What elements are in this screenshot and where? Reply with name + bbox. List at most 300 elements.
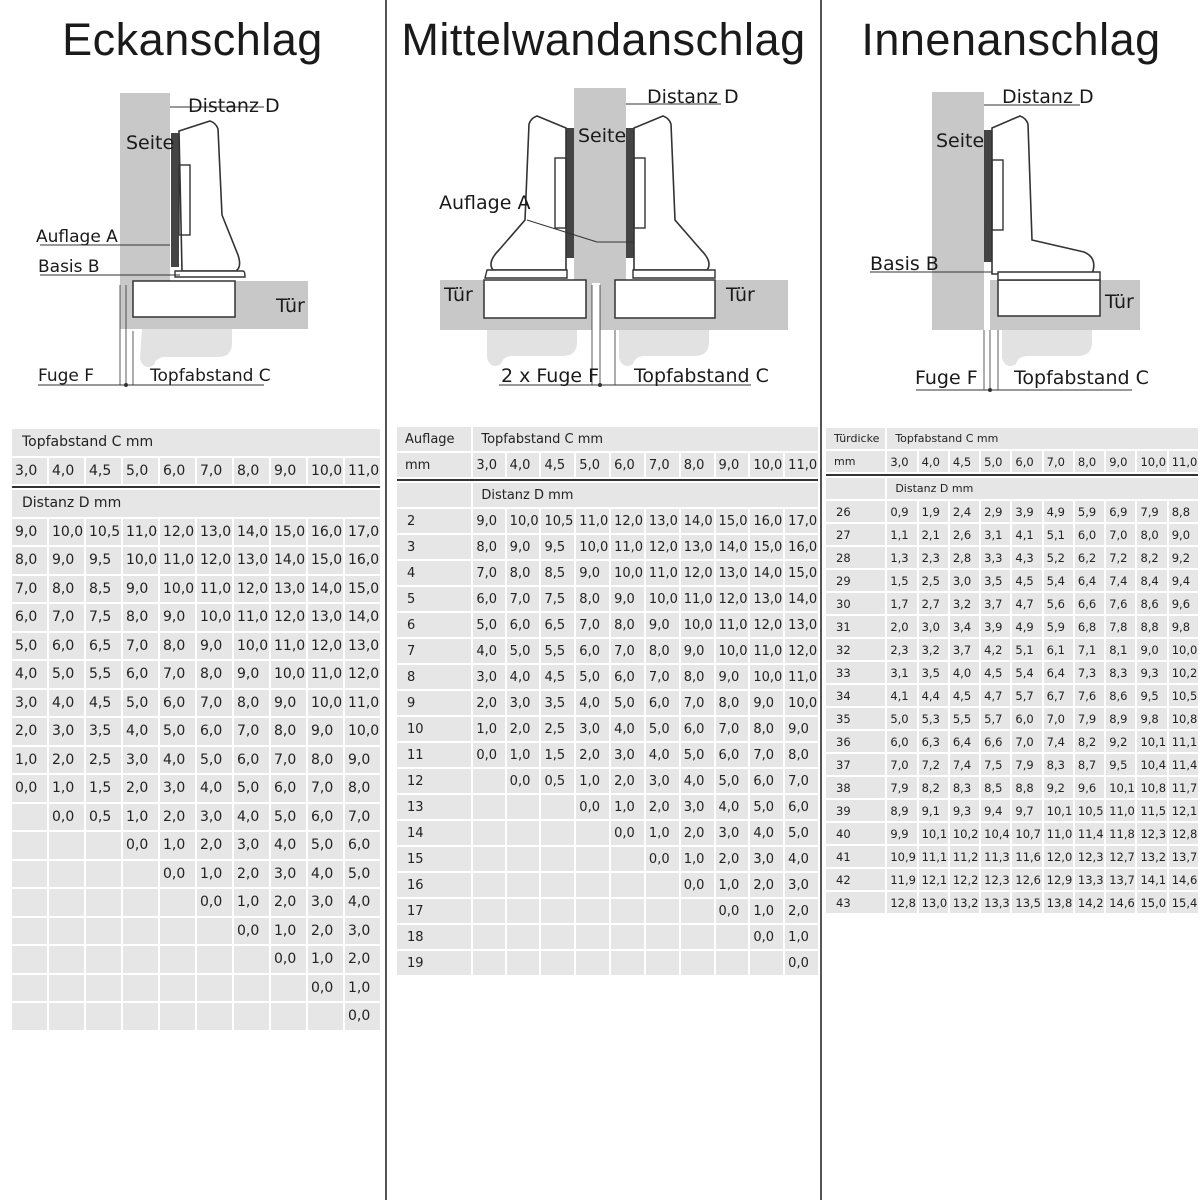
table-cell bbox=[611, 899, 644, 923]
table-cell: 6,6 bbox=[981, 731, 1010, 752]
table-cell: 8,0 bbox=[473, 535, 504, 559]
table-row bbox=[826, 524, 1198, 545]
table-cell: 15,0 bbox=[345, 576, 380, 603]
table-cell: 1,0 bbox=[308, 946, 343, 973]
table-cell bbox=[541, 951, 574, 975]
table-cell bbox=[12, 861, 47, 888]
table-cell bbox=[507, 899, 540, 923]
table-cell: 4,5 bbox=[86, 690, 121, 717]
row-label-cell: 4 bbox=[397, 561, 471, 585]
table-cell: 3,1 bbox=[981, 524, 1010, 545]
table-row bbox=[397, 561, 818, 585]
table-cell: 1,3 bbox=[887, 547, 916, 568]
table-cell: 6,0 bbox=[887, 731, 916, 752]
table-cell: 0,0 bbox=[646, 847, 679, 871]
table-cell: 9,0 bbox=[785, 717, 818, 741]
table-cell: 7,2 bbox=[919, 754, 948, 775]
table-cell: 12,0 bbox=[1044, 846, 1073, 867]
table-cell: 7,6 bbox=[1106, 593, 1135, 614]
table-cell: 10,7 bbox=[1012, 823, 1041, 844]
table-cell: 4,0 bbox=[49, 690, 84, 717]
table-cell: 10,0 bbox=[160, 576, 195, 603]
table-cell: 11,4 bbox=[1075, 823, 1104, 844]
table-cell: 8,0 bbox=[12, 547, 47, 574]
table-cell: 7,0 bbox=[507, 587, 540, 611]
table-cell bbox=[160, 889, 195, 916]
table-cell: 15,0 bbox=[750, 535, 783, 559]
table-cell bbox=[473, 951, 504, 975]
table-cell: 9,4 bbox=[1169, 570, 1198, 591]
table-cell: 14,6 bbox=[1169, 869, 1198, 890]
table-cell bbox=[160, 918, 195, 945]
column-header-cell: 4,5 bbox=[86, 458, 121, 485]
table-cell bbox=[576, 847, 609, 871]
table-cell: 15,0 bbox=[308, 547, 343, 574]
table-cell: 6,0 bbox=[646, 691, 679, 715]
table-cell: 11,0 bbox=[308, 661, 343, 688]
table-row bbox=[397, 535, 818, 559]
column-header-cell: 9,0 bbox=[1106, 451, 1135, 472]
table-row bbox=[826, 501, 1198, 522]
table-row bbox=[826, 685, 1198, 706]
table-header-distanz: Distanz D mm bbox=[473, 483, 818, 507]
table-cell: 1,0 bbox=[576, 769, 609, 793]
table-cell bbox=[541, 899, 574, 923]
table-cell: 3,5 bbox=[86, 718, 121, 745]
table-cell: 15,0 bbox=[716, 509, 749, 533]
table-row bbox=[12, 889, 380, 916]
table-cell: 13,0 bbox=[750, 587, 783, 611]
table-cell: 7,6 bbox=[1075, 685, 1104, 706]
table-row bbox=[12, 633, 380, 660]
table-cell: 7,0 bbox=[887, 754, 916, 775]
row-label-cell: 37 bbox=[826, 754, 885, 775]
table-cell: 9,0 bbox=[271, 690, 306, 717]
table-cell: 10,2 bbox=[1169, 662, 1198, 683]
row-label-cell: 2 bbox=[397, 509, 471, 533]
table-cell: 14,0 bbox=[271, 547, 306, 574]
table-cell bbox=[507, 925, 540, 949]
table-cell: 8,0 bbox=[345, 775, 380, 802]
table-cell: 1,0 bbox=[750, 899, 783, 923]
table-cell: 12,0 bbox=[197, 547, 232, 574]
label-fuge-f: Fuge F bbox=[915, 367, 978, 389]
table-cell bbox=[160, 946, 195, 973]
table-cell bbox=[123, 946, 158, 973]
column-header-cell: 10,0 bbox=[1137, 451, 1166, 472]
table-cell: 4,5 bbox=[981, 662, 1010, 683]
table-cell: 14,1 bbox=[1137, 869, 1166, 890]
table-cell: 13,0 bbox=[716, 561, 749, 585]
table-cell bbox=[160, 975, 195, 1002]
table-cell: 0,0 bbox=[123, 832, 158, 859]
table-cell: 6,0 bbox=[160, 690, 195, 717]
table-cell bbox=[86, 1003, 121, 1030]
table-cell: 10,0 bbox=[507, 509, 540, 533]
table-cell bbox=[611, 873, 644, 897]
table-cell: 7,9 bbox=[1075, 708, 1104, 729]
table-cell: 4,0 bbox=[646, 743, 679, 767]
table-cell: 8,6 bbox=[1106, 685, 1135, 706]
table-cell: 1,0 bbox=[123, 804, 158, 831]
table-cell: 9,2 bbox=[1044, 777, 1073, 798]
table-cell bbox=[12, 804, 47, 831]
table-cell: 0,0 bbox=[197, 889, 232, 916]
table-cell: 2,9 bbox=[981, 501, 1010, 522]
table-cell: 11,0 bbox=[160, 547, 195, 574]
label-topfabstand-c: Topfabstand C bbox=[634, 365, 769, 387]
label-distanz-d: Distanz D bbox=[188, 95, 280, 117]
table-cell: 8,2 bbox=[1075, 731, 1104, 752]
row-label-cell: 33 bbox=[826, 662, 885, 683]
row-label-cell: 26 bbox=[826, 501, 885, 522]
table-row bbox=[397, 847, 818, 871]
table-cell: 7,5 bbox=[981, 754, 1010, 775]
table-cell bbox=[197, 918, 232, 945]
table-cell: 1,0 bbox=[507, 743, 540, 767]
column-header-cell: 4,5 bbox=[541, 453, 574, 477]
table-cell: 8,2 bbox=[919, 777, 948, 798]
table-cell: 10,1 bbox=[1137, 731, 1166, 752]
table-cell: 9,0 bbox=[1169, 524, 1198, 545]
table-cell: 5,0 bbox=[785, 821, 818, 845]
table-cell: 11,1 bbox=[1169, 731, 1198, 752]
column-header-cell: 4,0 bbox=[919, 451, 948, 472]
table-cell: 3,0 bbox=[507, 691, 540, 715]
table-cell: 7,0 bbox=[1012, 731, 1041, 752]
table-cell bbox=[12, 889, 47, 916]
column-header-cell: 11,0 bbox=[785, 453, 818, 477]
table-cell: 5,9 bbox=[1075, 501, 1104, 522]
table-cell: 13,0 bbox=[681, 535, 714, 559]
row-header-tuerdicke: Türdicke bbox=[826, 428, 885, 449]
table-cell bbox=[473, 847, 504, 871]
table-cell: 7,0 bbox=[611, 639, 644, 663]
table-header-distanz: Distanz D mm bbox=[887, 478, 1198, 499]
table-cell: 10,9 bbox=[887, 846, 916, 867]
table-row bbox=[826, 754, 1198, 775]
table-cell: 7,0 bbox=[308, 775, 343, 802]
table-cell bbox=[123, 918, 158, 945]
table-cell: 7,0 bbox=[750, 743, 783, 767]
section-title: Mittelwandanschlag bbox=[401, 14, 806, 65]
label-tuer: Tür bbox=[276, 295, 305, 317]
table-row bbox=[12, 861, 380, 888]
table-cell: 8,8 bbox=[1012, 777, 1041, 798]
table-cell: 10,0 bbox=[716, 639, 749, 663]
table-cell: 5,0 bbox=[345, 861, 380, 888]
table-cell: 5,4 bbox=[1012, 662, 1041, 683]
table-cell: 1,0 bbox=[611, 795, 644, 819]
table-cell: 6,6 bbox=[1075, 593, 1104, 614]
row-label-cell: 36 bbox=[826, 731, 885, 752]
row-label-cell: 8 bbox=[397, 665, 471, 689]
table-cell: 3,0 bbox=[919, 616, 948, 637]
table-cell: 3,2 bbox=[919, 639, 948, 660]
table-cell: 3,0 bbox=[234, 832, 269, 859]
table-cell: 5,6 bbox=[1044, 593, 1073, 614]
table-cell: 3,5 bbox=[981, 570, 1010, 591]
table-row bbox=[826, 593, 1198, 614]
table-cell: 7,1 bbox=[1075, 639, 1104, 660]
table-cell: 4,5 bbox=[950, 685, 979, 706]
table-row bbox=[12, 832, 380, 859]
table-cell: 10,1 bbox=[919, 823, 948, 844]
table-cell: 8,0 bbox=[234, 690, 269, 717]
table-cell: 0,0 bbox=[308, 975, 343, 1002]
table-cell: 9,5 bbox=[1106, 754, 1135, 775]
table-cell: 11,5 bbox=[1137, 800, 1166, 821]
table-cell: 1,7 bbox=[887, 593, 916, 614]
table-cell: 9,2 bbox=[1169, 547, 1198, 568]
table-cell: 3,0 bbox=[49, 718, 84, 745]
table-cell: 7,0 bbox=[49, 604, 84, 631]
table-cell: 13,0 bbox=[919, 892, 948, 913]
table-cell: 9,0 bbox=[197, 633, 232, 660]
table-cell: 10,0 bbox=[308, 690, 343, 717]
table-row bbox=[826, 731, 1198, 752]
table-cell: 6,0 bbox=[611, 665, 644, 689]
table-cell: 7,0 bbox=[234, 718, 269, 745]
table-cell bbox=[123, 889, 158, 916]
row-label-cell: 31 bbox=[826, 616, 885, 637]
row-header-mm: mm bbox=[826, 451, 885, 472]
table-cell: 12,9 bbox=[1044, 869, 1073, 890]
table-cell: 9,0 bbox=[160, 604, 195, 631]
table-cell bbox=[123, 975, 158, 1002]
table-cell: 9,0 bbox=[716, 665, 749, 689]
table-cell: 6,2 bbox=[1075, 547, 1104, 568]
table-cell: 4,0 bbox=[197, 775, 232, 802]
column-header-cell: 9,0 bbox=[271, 458, 306, 485]
table-cell: 1,0 bbox=[345, 975, 380, 1002]
table-cell: 3,3 bbox=[981, 547, 1010, 568]
table-eckanschlag bbox=[10, 427, 382, 1032]
table-cell: 14,0 bbox=[681, 509, 714, 533]
column-header-cell: 7,0 bbox=[1044, 451, 1073, 472]
table-cell: 14,2 bbox=[1075, 892, 1104, 913]
table-cell: 2,3 bbox=[919, 547, 948, 568]
table-cell: 3,5 bbox=[541, 691, 574, 715]
table-cell: 8,0 bbox=[785, 743, 818, 767]
table-cell: 1,0 bbox=[646, 821, 679, 845]
table-cell: 2,3 bbox=[887, 639, 916, 660]
table-row bbox=[826, 869, 1198, 890]
label-tuer: Tür bbox=[1105, 291, 1134, 313]
table-cell: 5,7 bbox=[1012, 685, 1041, 706]
column-header-cell: 11,0 bbox=[345, 458, 380, 485]
table-cell: 6,0 bbox=[750, 769, 783, 793]
table-cell: 13,0 bbox=[234, 547, 269, 574]
table-cell bbox=[234, 1003, 269, 1030]
section-eckanschlag bbox=[0, 0, 385, 1200]
table-cell: 2,0 bbox=[49, 747, 84, 774]
table-cell: 7,0 bbox=[271, 747, 306, 774]
table-cell: 6,4 bbox=[1075, 570, 1104, 591]
table-cell bbox=[160, 1003, 195, 1030]
table-cell: 5,9 bbox=[1044, 616, 1073, 637]
row-label-cell: 15 bbox=[397, 847, 471, 871]
table-cell bbox=[86, 946, 121, 973]
table-cell: 8,2 bbox=[1137, 547, 1166, 568]
table-cell: 4,0 bbox=[345, 889, 380, 916]
section-title: Eckanschlag bbox=[62, 14, 323, 65]
row-label-cell: 27 bbox=[826, 524, 885, 545]
table-cell: 3,0 bbox=[611, 743, 644, 767]
table-row bbox=[397, 899, 818, 923]
table-cell: 7,0 bbox=[681, 691, 714, 715]
table-cell: 7,0 bbox=[785, 769, 818, 793]
table-cell: 10,0 bbox=[681, 613, 714, 637]
table-cell: 4,0 bbox=[507, 665, 540, 689]
table-cell: 13,0 bbox=[345, 633, 380, 660]
table-row bbox=[12, 519, 380, 546]
table-cell bbox=[646, 925, 679, 949]
table-cell: 7,4 bbox=[1106, 570, 1135, 591]
table-row bbox=[826, 662, 1198, 683]
table-cell: 6,0 bbox=[197, 718, 232, 745]
table-cell: 2,0 bbox=[716, 847, 749, 871]
row-label-cell: 3 bbox=[397, 535, 471, 559]
table-cell: 0,9 bbox=[887, 501, 916, 522]
table-cell: 6,9 bbox=[1106, 501, 1135, 522]
table-cell: 10,0 bbox=[271, 661, 306, 688]
column-header-cell: 3,0 bbox=[473, 453, 504, 477]
table-cell bbox=[49, 918, 84, 945]
table-cell: 1,0 bbox=[234, 889, 269, 916]
table-cell: 11,0 bbox=[576, 509, 609, 533]
table-cell: 8,6 bbox=[1137, 593, 1166, 614]
table-cell: 9,8 bbox=[1169, 616, 1198, 637]
table-cell: 9,0 bbox=[234, 661, 269, 688]
table-cell: 6,0 bbox=[12, 604, 47, 631]
table-cell: 1,0 bbox=[271, 918, 306, 945]
label-topfabstand-c: Topfabstand C bbox=[150, 366, 271, 386]
table-cell: 10,0 bbox=[1169, 639, 1198, 660]
table-cell: 2,5 bbox=[541, 717, 574, 741]
table-cell: 13,0 bbox=[308, 604, 343, 631]
table-cell: 2,0 bbox=[576, 743, 609, 767]
table-cell: 0,0 bbox=[507, 769, 540, 793]
row-label-cell: 35 bbox=[826, 708, 885, 729]
table-cell: 2,8 bbox=[950, 547, 979, 568]
table-cell: 3,0 bbox=[160, 775, 195, 802]
table-cell bbox=[123, 1003, 158, 1030]
table-cell: 8,8 bbox=[1169, 501, 1198, 522]
table-cell: 14,6 bbox=[1106, 892, 1135, 913]
table-cell: 12,0 bbox=[160, 519, 195, 546]
table-cell bbox=[507, 847, 540, 871]
table-cell: 1,9 bbox=[919, 501, 948, 522]
table-cell: 11,8 bbox=[1106, 823, 1135, 844]
table-cell: 5,0 bbox=[234, 775, 269, 802]
row-label-cell: 16 bbox=[397, 873, 471, 897]
table-cell: 2,0 bbox=[681, 821, 714, 845]
column-header-cell: 9,0 bbox=[716, 453, 749, 477]
table-row bbox=[12, 975, 380, 1002]
table-cell: 4,3 bbox=[1012, 547, 1041, 568]
table-cell: 0,0 bbox=[681, 873, 714, 897]
table-cell: 12,0 bbox=[716, 587, 749, 611]
table-cell: 8,0 bbox=[507, 561, 540, 585]
table-cell: 5,0 bbox=[887, 708, 916, 729]
table-cell: 4,0 bbox=[716, 795, 749, 819]
section-mittelwandanschlag bbox=[387, 0, 820, 1200]
table-cell: 7,3 bbox=[1075, 662, 1104, 683]
table-cell bbox=[197, 1003, 232, 1030]
table-cell: 0,0 bbox=[49, 804, 84, 831]
table-cell: 9,0 bbox=[646, 613, 679, 637]
table-cell: 1,0 bbox=[160, 832, 195, 859]
table-cell: 11,0 bbox=[681, 587, 714, 611]
table-cell: 10,0 bbox=[646, 587, 679, 611]
table-cell: 2,7 bbox=[919, 593, 948, 614]
table-cell: 2,0 bbox=[785, 899, 818, 923]
table-cell: 5,0 bbox=[123, 690, 158, 717]
table-cell: 3,7 bbox=[981, 593, 1010, 614]
table-cell: 2,0 bbox=[234, 861, 269, 888]
table-cell: 14,0 bbox=[308, 576, 343, 603]
table-cell: 10,5 bbox=[86, 519, 121, 546]
table-cell bbox=[12, 832, 47, 859]
table-cell: 11,0 bbox=[750, 639, 783, 663]
row-label-cell: 28 bbox=[826, 547, 885, 568]
table-cell: 4,4 bbox=[919, 685, 948, 706]
table-cell: 10,4 bbox=[1137, 754, 1166, 775]
table-cell: 5,0 bbox=[576, 665, 609, 689]
table-cell: 11,0 bbox=[716, 613, 749, 637]
table-row bbox=[397, 587, 818, 611]
table-cell: 9,0 bbox=[611, 587, 644, 611]
table-cell: 5,0 bbox=[271, 804, 306, 831]
table-cell: 12,2 bbox=[950, 869, 979, 890]
table-cell: 13,0 bbox=[271, 576, 306, 603]
table-cell: 12,0 bbox=[308, 633, 343, 660]
table-cell: 9,0 bbox=[49, 547, 84, 574]
table-cell: 13,7 bbox=[1169, 846, 1198, 867]
table-cell: 4,0 bbox=[308, 861, 343, 888]
table-row bbox=[12, 690, 380, 717]
table-row bbox=[397, 717, 818, 741]
table-cell: 7,8 bbox=[1106, 616, 1135, 637]
table-cell: 4,2 bbox=[981, 639, 1010, 660]
table-cell: 6,4 bbox=[950, 731, 979, 752]
table-cell: 12,0 bbox=[234, 576, 269, 603]
table-cell: 0,0 bbox=[716, 899, 749, 923]
table-cell: 2,0 bbox=[197, 832, 232, 859]
column-header-cell: 8,0 bbox=[1075, 451, 1104, 472]
table-cell: 8,0 bbox=[308, 747, 343, 774]
column-header-cell: 10,0 bbox=[750, 453, 783, 477]
row-label-cell: 19 bbox=[397, 951, 471, 975]
table-row bbox=[826, 846, 1198, 867]
table-cell: 11,0 bbox=[123, 519, 158, 546]
section-title: Innenanschlag bbox=[861, 14, 1161, 65]
table-cell: 2,0 bbox=[123, 775, 158, 802]
table-cell bbox=[576, 925, 609, 949]
table-cell: 17,0 bbox=[345, 519, 380, 546]
table-cell: 11,0 bbox=[197, 576, 232, 603]
table-cell: 0,5 bbox=[541, 769, 574, 793]
table-cell: 6,0 bbox=[345, 832, 380, 859]
table-cell: 9,0 bbox=[123, 576, 158, 603]
column-header-cell: 6,0 bbox=[160, 458, 195, 485]
table-cell: 6,0 bbox=[234, 747, 269, 774]
row-label-cell: 12 bbox=[397, 769, 471, 793]
table-cell bbox=[576, 951, 609, 975]
table-cell bbox=[123, 861, 158, 888]
table-row bbox=[397, 691, 818, 715]
